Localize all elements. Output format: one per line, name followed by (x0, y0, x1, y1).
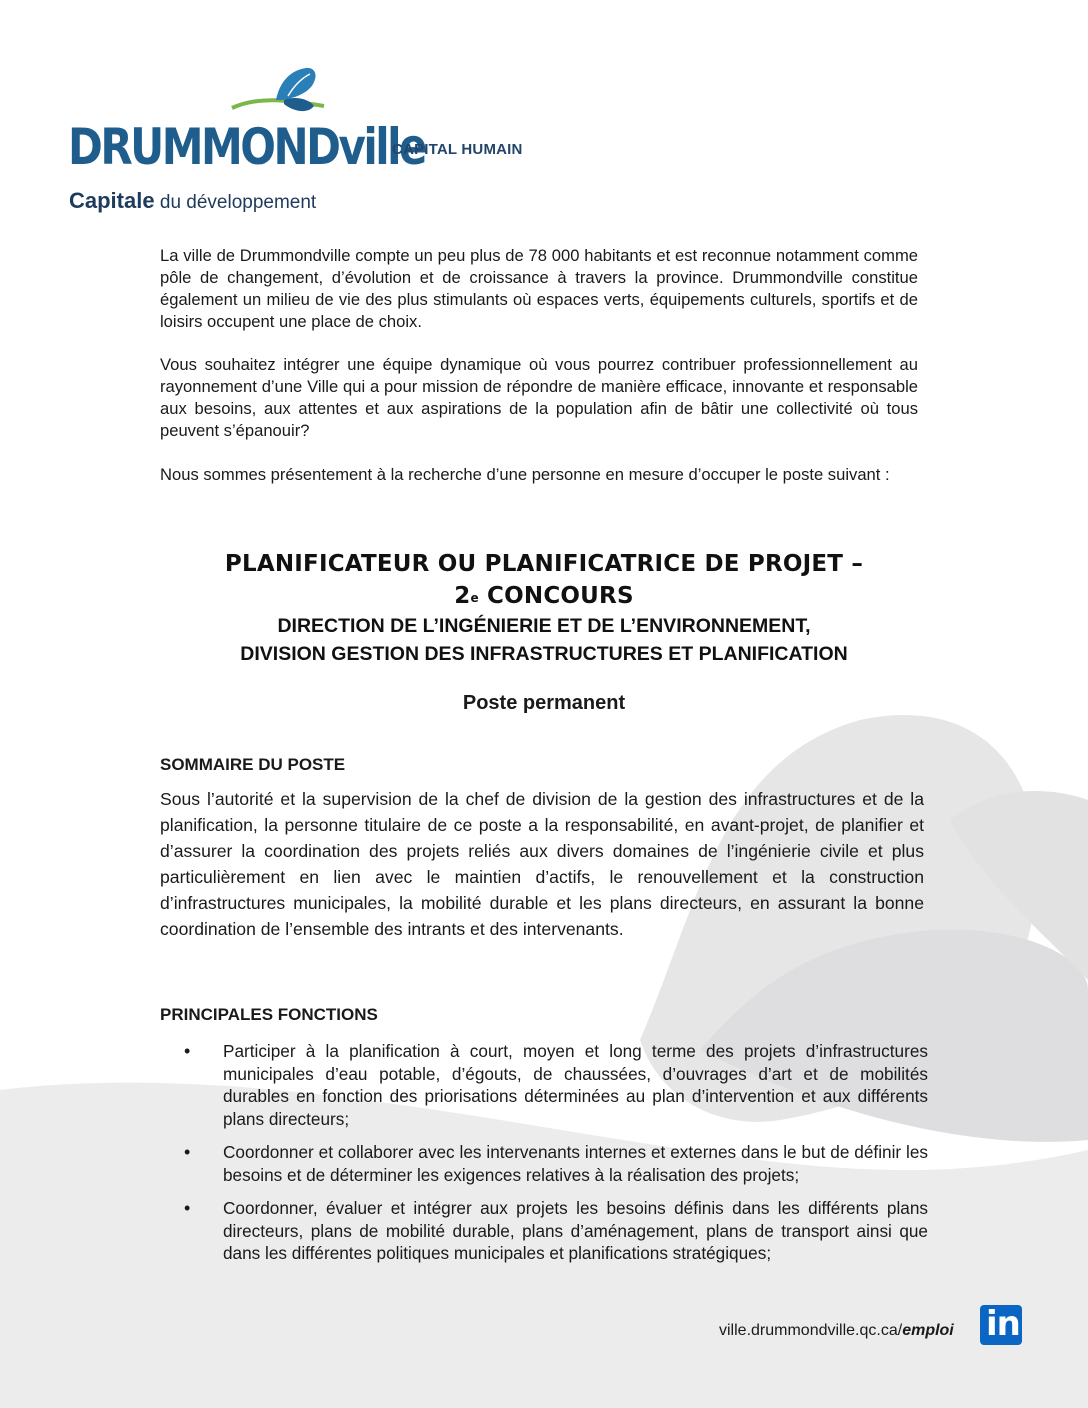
list-item-text: Coordonner, évaluer et intégrer aux projets les besoins définis dans les différents plans directeurs, plans de mobilité durable, plans d’aménagement, plans de transport ainsi que dans les différentes politiques municipales et planifications stratégiques; (223, 1198, 928, 1263)
intro-paragraph-1-container (160, 245, 918, 333)
list-item (160, 1141, 928, 1186)
job-title-block (160, 548, 928, 668)
department-label: CAPITAL HUMAIN (392, 141, 523, 158)
summary-text: Sous l’autorité et la supervision de la chef de division de la gestion des infrastructures et de la planification, la personne titulaire de ce poste a la responsabilité, en avant-projet, de planifier et d’assurer la coordination des projets reliés aux divers domaines de l’ingénierie civile et plus particulièrement en lien avec le maintien d’actifs, le renouvellement et la construction d’infrastructures municipales, la mobilité durable et les plans directeurs, en assurant la bonne coordination de l’ensemble des intrants et des intervenants. (160, 789, 924, 939)
linkedin-logo-text: in (986, 1304, 1020, 1344)
list-item-text: Participer à la planification à court, moyen et long terme des projets d’infrastructures municipales d’eau potable, d’égouts, de chaussées, d’ouvrages d’art et de mobilités durables en fonction des priorisations déterminées au plan d’intervention et aux différents plans directeurs; (223, 1041, 928, 1129)
intro-paragraph: La ville de Drummondville compte un peu plus de 78 000 habitants et est reconnue notamment comme pôle de changement, d’évolution et de croissance à travers la province. Drummondville constitue également un milieu de vie des plus stimulants où espaces verts, équipements culturels, sportifs et de loisirs occupent une place de choix. (160, 246, 918, 331)
logo-tagline-rest: du développement (154, 192, 317, 213)
contest-ordinal: e (470, 591, 479, 605)
list-item (160, 1197, 928, 1265)
functions-heading: PRINCIPALES FONCTIONS (160, 1005, 378, 1024)
direction-name: DIRECTION DE L’INGÉNIERIE ET DE L’ENVIRONNEMENT, (277, 615, 811, 637)
contest-number: 2 (454, 583, 471, 609)
careers-link[interactable] (719, 1322, 954, 1340)
intro-paragraph: Nous sommes présentement à la recherche d’une personne en mesure d’occuper le poste suivant : (160, 465, 890, 484)
drummondville-logo (68, 68, 425, 218)
intro-paragraph-3-container (160, 464, 918, 486)
intro-paragraph-2-container (160, 354, 918, 442)
linkedin-icon[interactable] (980, 1305, 1022, 1345)
logo-wordmark: DRUMMONDville (68, 118, 425, 176)
job-status: Poste permanent (462, 692, 626, 714)
functions-list (160, 1040, 928, 1276)
intro-paragraph: Vous souhaitez intégrer une équipe dynamique où vous pourrez contribuer professionnellement au rayonnement d’une Ville qui a pour mission de répondre de manière efficace, innovante et responsable aux besoins, aux attentes et aux aspirations de la population afin de bâtir une collectivité où tous peuvent s’épanouir? (160, 355, 918, 440)
division-name: DIVISION GESTION DES INFRASTRUCTURES ET PLANIFICATION (240, 643, 848, 665)
job-title-line-2 (160, 580, 928, 612)
list-item (160, 1040, 928, 1130)
careers-url-prefix: ville.drummondville.qc.ca/ (719, 1322, 903, 1339)
list-item-text: Coordonner et collaborer avec les intervenants internes et externes dans le but de définir les besoins et de déterminer les exigences relatives à la réalisation des projets; (223, 1142, 928, 1185)
job-title-line-1: PLANIFICATEUR OU PLANIFICATRICE DE PROJET – (224, 551, 864, 577)
logo-tagline (69, 188, 316, 214)
contest-label: CONCOURS (478, 583, 634, 609)
bullet-icon: • (184, 1198, 191, 1218)
summary-heading: SOMMAIRE DU POSTE (160, 755, 346, 774)
bullet-icon: • (184, 1142, 191, 1162)
bullet-icon: • (184, 1041, 191, 1061)
butterfly-icon (228, 66, 328, 126)
logo-tagline-strong: Capitale (69, 188, 155, 213)
careers-url-emphasis: emploi (902, 1322, 954, 1339)
